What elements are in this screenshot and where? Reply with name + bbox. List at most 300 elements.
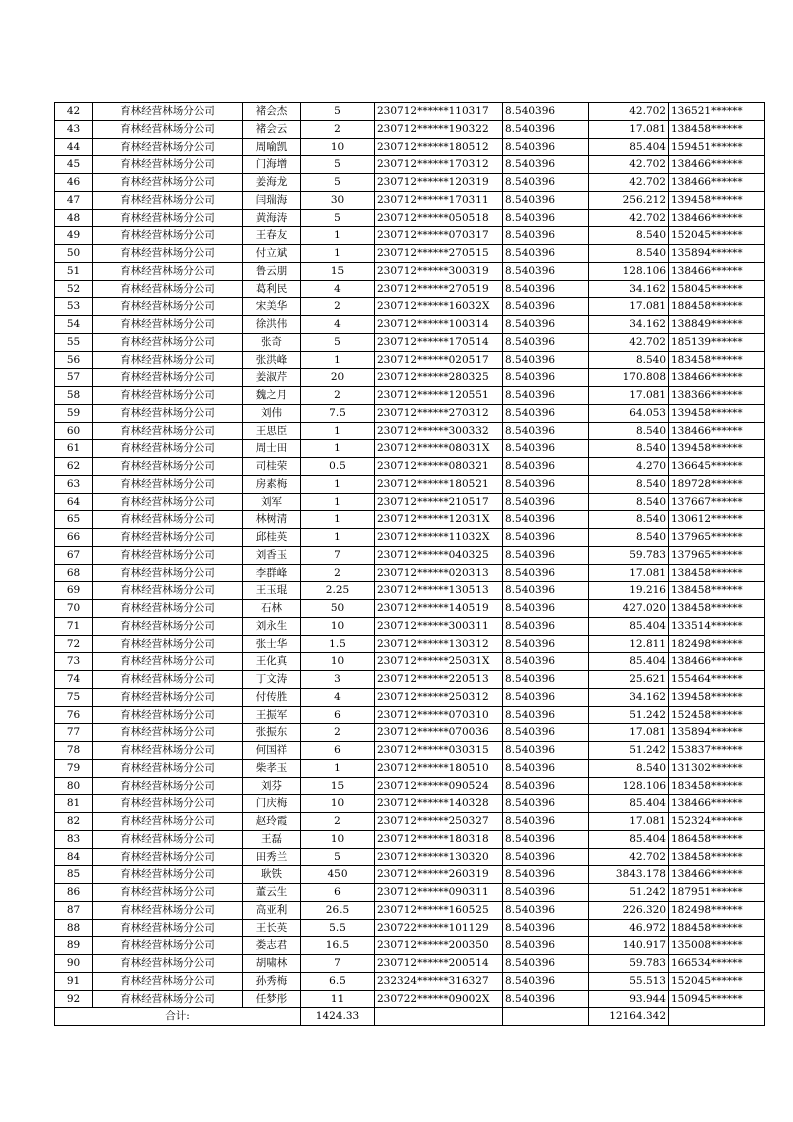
area-value: 15 [301,777,375,795]
id-number: 230712******180510 [375,759,503,777]
unit-name: 育林经营林场分公司 [93,617,243,635]
id-number: 230712******030315 [375,742,503,760]
id-number: 230712******020313 [375,564,503,582]
row-index: 74 [55,671,93,689]
table-row [55,795,765,813]
area-value: 5 [301,156,375,174]
id-number: 230712******25031X [375,653,503,671]
person-name: 姜淑芹 [243,369,301,387]
phone-number: 138458****** [669,582,765,600]
total-amount: 12164.342 [589,1008,669,1026]
row-index: 75 [55,688,93,706]
unit-price: 8.540396 [503,475,589,493]
area-value: 1 [301,759,375,777]
row-index: 63 [55,475,93,493]
amount-value: 17.081 [589,120,669,138]
row-index: 73 [55,653,93,671]
id-number: 230712******270519 [375,280,503,298]
person-name: 田秀兰 [243,848,301,866]
unit-price: 8.540396 [503,298,589,316]
area-value: 1 [301,475,375,493]
unit-name: 育林经营林场分公司 [93,653,243,671]
row-index: 71 [55,617,93,635]
phone-number: 131302****** [669,759,765,777]
phone-number: 153837****** [669,742,765,760]
area-value: 4 [301,688,375,706]
row-index: 55 [55,333,93,351]
area-value: 6 [301,706,375,724]
unit-name: 育林经营林场分公司 [93,830,243,848]
phone-number: 138466****** [669,156,765,174]
row-index: 49 [55,227,93,245]
unit-name: 育林经营林场分公司 [93,351,243,369]
area-value: 1 [301,245,375,263]
unit-price: 8.540396 [503,919,589,937]
id-number: 230712******080321 [375,458,503,476]
id-number: 230712******130312 [375,635,503,653]
person-name: 刘芬 [243,777,301,795]
person-name: 张士华 [243,635,301,653]
table-row [55,955,765,973]
area-value: 20 [301,369,375,387]
table-row [55,333,765,351]
amount-value: 85.404 [589,830,669,848]
phone-number: 158045****** [669,280,765,298]
unit-price: 8.540396 [503,493,589,511]
phone-number: 187951****** [669,884,765,902]
id-number: 230712******160525 [375,901,503,919]
unit-name: 育林经营林场分公司 [93,777,243,795]
id-number: 230712******020517 [375,351,503,369]
unit-name: 育林经营林场分公司 [93,333,243,351]
amount-value: 8.540 [589,422,669,440]
phone-number: 188458****** [669,919,765,937]
table-row [55,724,765,742]
unit-name: 育林经营林场分公司 [93,795,243,813]
row-index: 60 [55,422,93,440]
amount-value: 42.702 [589,848,669,866]
row-index: 51 [55,262,93,280]
amount-value: 8.540 [589,475,669,493]
phone-number: 138466****** [669,209,765,227]
amount-value: 46.972 [589,919,669,937]
unit-name: 育林经营林场分公司 [93,564,243,582]
area-value: 2.25 [301,582,375,600]
id-number: 230712******090311 [375,884,503,902]
phone-number: 136521****** [669,103,765,121]
phone-number: 166534****** [669,955,765,973]
table-row [55,156,765,174]
person-name: 娄志君 [243,937,301,955]
area-value: 1 [301,493,375,511]
id-number: 230712******130320 [375,848,503,866]
amount-value: 256.212 [589,191,669,209]
table-row [55,972,765,990]
table-row [55,262,765,280]
phone-number: 138466****** [669,653,765,671]
phone-number: 152458****** [669,706,765,724]
row-index: 82 [55,813,93,831]
area-value: 2 [301,298,375,316]
unit-name: 育林经营林场分公司 [93,813,243,831]
area-value: 16.5 [301,937,375,955]
amount-value: 42.702 [589,333,669,351]
unit-name: 育林经营林场分公司 [93,458,243,476]
unit-price: 8.540396 [503,369,589,387]
phone-number: 138458****** [669,564,765,582]
phone-number: 138849****** [669,316,765,334]
amount-value: 8.540 [589,493,669,511]
amount-value: 25.621 [589,671,669,689]
id-number: 230722******09002X [375,990,503,1008]
area-value: 10 [301,830,375,848]
amount-value: 59.783 [589,955,669,973]
unit-name: 育林经营林场分公司 [93,955,243,973]
table-row [55,901,765,919]
unit-price: 8.540396 [503,848,589,866]
id-number: 230712******200350 [375,937,503,955]
area-value: 3 [301,671,375,689]
area-value: 2 [301,564,375,582]
phone-number: 152324****** [669,813,765,831]
unit-name: 育林经营林场分公司 [93,724,243,742]
phone-number: 137965****** [669,529,765,547]
unit-price: 8.540396 [503,191,589,209]
unit-price: 8.540396 [503,937,589,955]
table-row [55,813,765,831]
id-number: 230712******090524 [375,777,503,795]
unit-name: 育林经营林场分公司 [93,280,243,298]
id-number: 230712******180318 [375,830,503,848]
unit-name: 育林经营林场分公司 [93,316,243,334]
row-index: 69 [55,582,93,600]
unit-price: 8.540396 [503,724,589,742]
area-value: 6.5 [301,972,375,990]
row-index: 91 [55,972,93,990]
id-number: 232324******316327 [375,972,503,990]
person-name: 王振军 [243,706,301,724]
amount-value: 34.162 [589,316,669,334]
area-value: 1 [301,351,375,369]
unit-price: 8.540396 [503,759,589,777]
amount-value: 42.702 [589,156,669,174]
id-number: 230712******270515 [375,245,503,263]
person-name: 胡啸林 [243,955,301,973]
phone-number: 138458****** [669,120,765,138]
amount-value: 34.162 [589,688,669,706]
phone-number: 139458****** [669,191,765,209]
area-value: 1 [301,440,375,458]
row-index: 78 [55,742,93,760]
row-index: 86 [55,884,93,902]
row-index: 87 [55,901,93,919]
person-name: 石林 [243,600,301,618]
unit-name: 育林经营林场分公司 [93,937,243,955]
phone-number: 182498****** [669,635,765,653]
amount-value: 85.404 [589,617,669,635]
person-name: 张奇 [243,333,301,351]
person-name: 李群峰 [243,564,301,582]
id-number: 230712******16032X [375,298,503,316]
unit-name: 育林经营林场分公司 [93,671,243,689]
person-name: 宋美华 [243,298,301,316]
row-index: 46 [55,174,93,192]
row-index: 54 [55,316,93,334]
phone-number: 185139****** [669,333,765,351]
unit-price: 8.540396 [503,529,589,547]
unit-name: 育林经营林场分公司 [93,600,243,618]
amount-value: 42.702 [589,209,669,227]
unit-price: 8.540396 [503,138,589,156]
id-number: 230712******260319 [375,866,503,884]
person-name: 邱桂英 [243,529,301,547]
unit-price: 8.540396 [503,387,589,405]
table-row [55,671,765,689]
id-number: 230712******08031X [375,440,503,458]
table-row [55,387,765,405]
amount-value: 427.020 [589,600,669,618]
person-name: 刘军 [243,493,301,511]
row-index: 92 [55,990,93,1008]
phone-number: 138466****** [669,262,765,280]
phone-number: 189728****** [669,475,765,493]
amount-value: 170.808 [589,369,669,387]
person-name: 葛利民 [243,280,301,298]
unit-price: 8.540396 [503,777,589,795]
row-index: 44 [55,138,93,156]
id-number: 230712******050518 [375,209,503,227]
amount-value: 93.944 [589,990,669,1008]
id-number: 230712******170514 [375,333,503,351]
id-number: 230712******210517 [375,493,503,511]
phone-number: 152045****** [669,227,765,245]
area-value: 2 [301,724,375,742]
unit-name: 育林经营林场分公司 [93,191,243,209]
person-name: 司桂荣 [243,458,301,476]
person-name: 房素梅 [243,475,301,493]
area-value: 26.5 [301,901,375,919]
unit-name: 育林经营林场分公司 [93,138,243,156]
amount-value: 85.404 [589,795,669,813]
amount-value: 3843.178 [589,866,669,884]
table-row [55,546,765,564]
unit-price: 8.540396 [503,671,589,689]
table-row [55,617,765,635]
table-row [55,245,765,263]
id-number: 230712******300332 [375,422,503,440]
row-index: 80 [55,777,93,795]
area-value: 5 [301,174,375,192]
row-index: 59 [55,404,93,422]
row-index: 50 [55,245,93,263]
area-value: 1 [301,227,375,245]
table-row [55,511,765,529]
unit-price: 8.540396 [503,795,589,813]
table-row [55,742,765,760]
person-name: 王磊 [243,830,301,848]
phone-number: 183458****** [669,777,765,795]
row-index: 48 [55,209,93,227]
amount-value: 17.081 [589,724,669,742]
id-number: 230712******180512 [375,138,503,156]
row-index: 58 [55,387,93,405]
id-number: 230712******280325 [375,369,503,387]
phone-number: 135894****** [669,724,765,742]
person-name: 魏之月 [243,387,301,405]
person-name: 张振东 [243,724,301,742]
person-name: 黄海涛 [243,209,301,227]
area-value: 6 [301,884,375,902]
person-name: 门庆梅 [243,795,301,813]
amount-value: 51.242 [589,706,669,724]
phone-number: 139458****** [669,688,765,706]
area-value: 7 [301,546,375,564]
row-index: 65 [55,511,93,529]
amount-value: 85.404 [589,138,669,156]
unit-price: 8.540396 [503,174,589,192]
id-number: 230712******100314 [375,316,503,334]
id-number: 230712******220513 [375,671,503,689]
row-index: 90 [55,955,93,973]
table-row [55,422,765,440]
unit-price: 8.540396 [503,866,589,884]
unit-name: 育林经营林场分公司 [93,848,243,866]
phone-number: 130612****** [669,511,765,529]
row-index: 72 [55,635,93,653]
row-index: 68 [55,564,93,582]
person-name: 鲁云朋 [243,262,301,280]
person-name: 周喻凯 [243,138,301,156]
table-row [55,759,765,777]
row-index: 42 [55,103,93,121]
unit-price: 8.540396 [503,546,589,564]
amount-value: 17.081 [589,564,669,582]
unit-name: 育林经营林场分公司 [93,972,243,990]
amount-value: 51.242 [589,884,669,902]
table-row [55,440,765,458]
amount-value: 17.081 [589,387,669,405]
unit-price: 8.540396 [503,209,589,227]
person-name: 刘香玉 [243,546,301,564]
unit-price: 8.540396 [503,830,589,848]
table-row [55,227,765,245]
area-value: 2 [301,813,375,831]
unit-price: 8.540396 [503,564,589,582]
row-index: 52 [55,280,93,298]
person-name: 耿铁 [243,866,301,884]
id-number: 230712******170311 [375,191,503,209]
table-row [55,635,765,653]
unit-name: 育林经营林场分公司 [93,156,243,174]
unit-name: 育林经营林场分公司 [93,404,243,422]
area-value: 7.5 [301,404,375,422]
phone-number: 138466****** [669,174,765,192]
table-row [55,564,765,582]
phone-number: 138466****** [669,422,765,440]
person-name: 刘永生 [243,617,301,635]
unit-price: 8.540396 [503,280,589,298]
table-row [55,120,765,138]
row-index: 83 [55,830,93,848]
row-index: 76 [55,706,93,724]
table-row [55,600,765,618]
id-number: 230712******140328 [375,795,503,813]
total-row [55,1008,765,1026]
unit-name: 育林经营林场分公司 [93,688,243,706]
area-value: 10 [301,653,375,671]
amount-value: 8.540 [589,440,669,458]
amount-value: 17.081 [589,298,669,316]
amount-value: 4.270 [589,458,669,476]
area-value: 5 [301,333,375,351]
area-value: 0.5 [301,458,375,476]
table-row [55,830,765,848]
unit-price: 8.540396 [503,884,589,902]
area-value: 11 [301,990,375,1008]
unit-price: 8.540396 [503,706,589,724]
unit-name: 育林经营林场分公司 [93,742,243,760]
phone-number: 183458****** [669,351,765,369]
id-number: 230712******040325 [375,546,503,564]
unit-name: 育林经营林场分公司 [93,475,243,493]
id-number: 230712******300319 [375,262,503,280]
unit-price: 8.540396 [503,972,589,990]
area-value: 450 [301,866,375,884]
person-name: 姜海龙 [243,174,301,192]
unit-name: 育林经营林场分公司 [93,884,243,902]
unit-price: 8.540396 [503,600,589,618]
person-name: 高亚利 [243,901,301,919]
amount-value: 55.513 [589,972,669,990]
row-index: 85 [55,866,93,884]
id-number: 230712******250327 [375,813,503,831]
unit-price: 8.540396 [503,333,589,351]
id-number: 230712******250312 [375,688,503,706]
id-number: 230712******270312 [375,404,503,422]
row-index: 57 [55,369,93,387]
area-value: 30 [301,191,375,209]
row-index: 56 [55,351,93,369]
area-value: 4 [301,280,375,298]
person-name: 刘伟 [243,404,301,422]
unit-name: 育林经营林场分公司 [93,990,243,1008]
unit-name: 育林经营林场分公司 [93,440,243,458]
unit-name: 育林经营林场分公司 [93,529,243,547]
amount-value: 51.242 [589,742,669,760]
table-row [55,475,765,493]
area-value: 1 [301,529,375,547]
table-row [55,458,765,476]
unit-name: 育林经营林场分公司 [93,866,243,884]
area-value: 5 [301,209,375,227]
phone-number: 155464****** [669,671,765,689]
unit-price: 8.540396 [503,245,589,263]
unit-price: 8.540396 [503,582,589,600]
person-name: 董云生 [243,884,301,902]
person-name: 王长英 [243,919,301,937]
person-name: 王化真 [243,653,301,671]
unit-name: 育林经营林场分公司 [93,901,243,919]
payment-table [54,102,765,1026]
unit-name: 育林经营林场分公司 [93,120,243,138]
person-name: 王玉琨 [243,582,301,600]
phone-number: 139458****** [669,404,765,422]
table-row [55,280,765,298]
area-value: 5.5 [301,919,375,937]
table-row [55,529,765,547]
row-index: 81 [55,795,93,813]
amount-value: 8.540 [589,245,669,263]
